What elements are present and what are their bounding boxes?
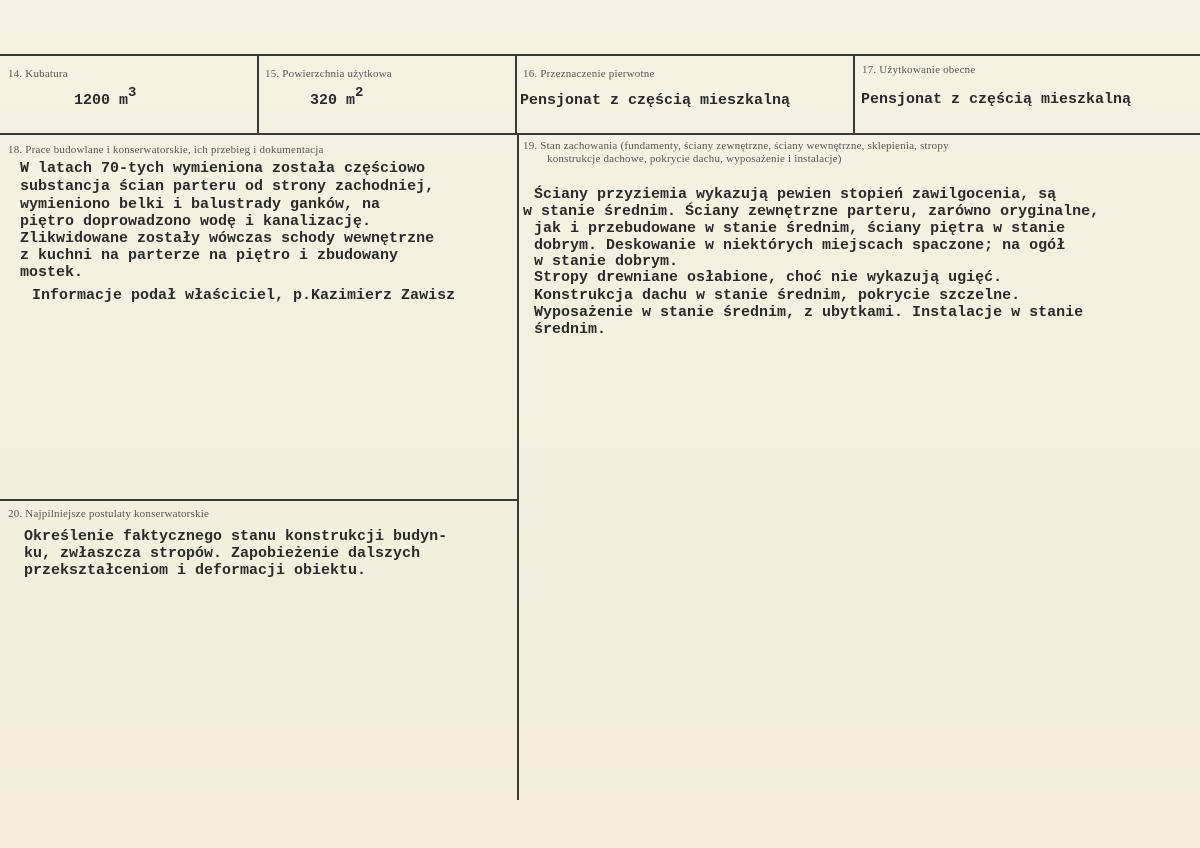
field18-line: piętro doprowadzono wodę i kanalizację. [20,213,372,230]
field18-note: Informacje podał właściciel, p.Kazimierz Zawisz [32,287,456,304]
field19-line: Ściany przyziemia wykazują pewien stopień zawilgocenia, są [534,186,1057,203]
field20-line: Określenie faktycznego stanu konstrukcji budyn- [24,528,448,545]
field15-exponent: 2 [355,85,364,101]
field15-number: 320 m [310,92,356,109]
field16-value: Pensjonat z częścią mieszkalną [520,92,791,109]
field16-label: 16. Przeznaczenie pierwotne [523,68,655,80]
field19-line: dobrym. Deskowanie w niektórych miejscach spaczone; na ogół [534,237,1066,254]
field19-line: średnim. [534,321,607,338]
col-divider-18-19 [517,133,519,800]
field18-line: W latach 70-tych wymieniona została częściowo [20,160,426,177]
col-divider-15-16 [515,54,517,134]
field18-line: Zlikwidowane zostały wówczas schody wewnętrzne [20,230,435,247]
field19-line: w stanie dobrym. [534,253,679,270]
field14-exponent: 3 [128,85,137,101]
field19-line: Wyposażenie w stanie średnim, z ubytkami. Instalacje w stanie [534,304,1084,321]
field20-line: ku, zwłaszcza stropów. Zapobieżenie dalszych [24,545,421,562]
field17-label: 17. Użytkowanie obecne [862,64,976,76]
field20-label: 20. Najpilniejsze postulaty konserwatorskie [8,508,210,520]
field19-line: Stropy drewniane osłabione, choć nie wykazują ugięć. [534,269,1003,286]
field18-line: wymieniono belki i balustrady ganków, na [20,196,381,213]
field14-value [74,85,137,110]
field15-value [310,85,364,110]
field14-number: 1200 m [74,92,129,109]
field20-line: przekształceniom i deformacji obiektu. [24,562,367,579]
field20-top-rule [0,499,517,501]
field15-label: 15. Powierzchnia użytkowa [265,68,392,80]
col-divider-16-17 [853,54,855,134]
field18-line: substancja ścian parteru od strony zachodniej, [20,178,435,195]
field18-line: mostek. [20,264,84,281]
field14-label: 14. Kubatura [8,68,68,80]
field17-value: Pensjonat z częścią mieszkalną [861,91,1132,108]
row1-bottom-rule [0,133,1200,135]
field18-line: z kuchni na parterze na piętro i zbudowany [20,247,399,264]
field19-line: Konstrukcja dachu w stanie średnim, pokrycie szczelne. [534,287,1021,304]
field18-label: 18. Prace budowlane i konserwatorskie, ich przebieg i dokumentacja [8,144,324,156]
field19-label-line2: konstrukcje dachowe, pokrycie dachu, wyposażenie i instalacje) [547,153,842,165]
field19-line: jak i przebudowane w stanie średnim, ściany piętra w stanie [534,220,1066,237]
top-rule [0,54,1200,56]
col-divider-14-15 [257,54,259,134]
field19-label-line1: 19. Stan zachowania (fundamenty, ściany zewnętrzne, ściany wewnętrzne, sklepienia, stropy [523,140,949,152]
field19-line: w stanie średnim. Ściany zewnętrzne parteru, zarówno oryginalne, [523,203,1100,220]
